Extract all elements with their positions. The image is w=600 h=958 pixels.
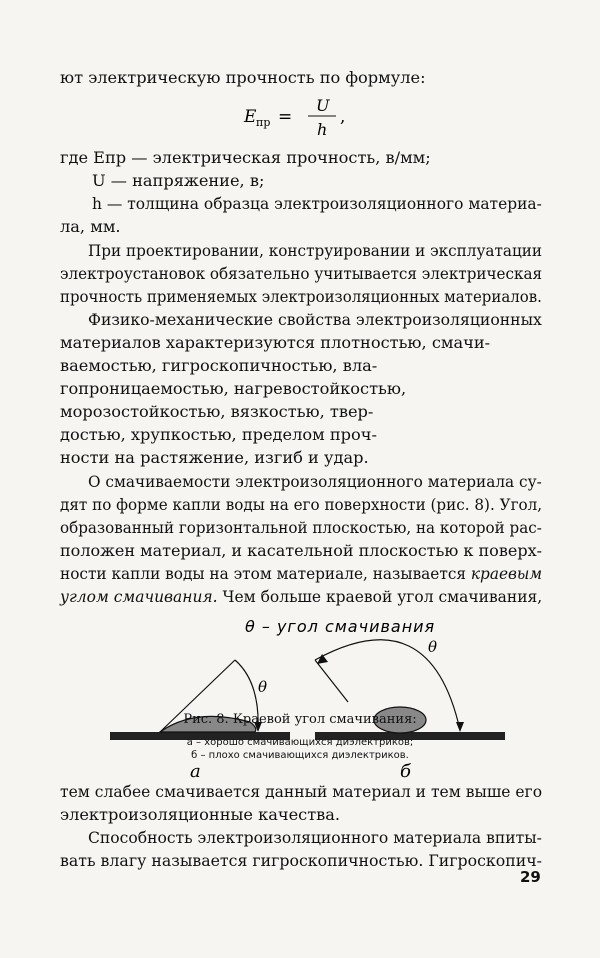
text-line: положен материал, и касательной плоскостью к поверх- [60, 541, 543, 560]
text-line: ла, мм. [60, 217, 121, 236]
caption-item-a: а – хорошо смачивающихся диэлектриков; [186, 737, 414, 748]
formula-lhs: E [244, 107, 257, 127]
text-line: ности на растяжение, изгиб и удар. [60, 448, 369, 467]
text-line: h — толщина образца электроизоляционного материа- [92, 194, 542, 213]
italic-term: краевым [470, 564, 543, 583]
text-line: ваемостью, гигроскопичностью, вла- [60, 356, 378, 375]
text-run: ности капли воды на этом материале, называется [60, 564, 467, 583]
label-a: а [190, 761, 201, 782]
formula-graphic [240, 92, 370, 142]
text-line: ют электрическую прочность по формуле: [60, 68, 426, 87]
text-line: О смачиваемости электроизоляционного материала су- [88, 472, 542, 491]
text-line: где Eпр — электрическая прочность, в/мм; [60, 148, 431, 167]
text-line: электроустановок обязательно учитывается электрическая [60, 264, 543, 283]
formula-numerator: U [316, 96, 330, 115]
text-line: гопроницаемостью, нагревостойкостью, [60, 379, 407, 398]
text-line: U — напряжение, в; [92, 171, 265, 190]
theta-label-b: θ [428, 638, 438, 656]
tangent-b [315, 660, 348, 702]
text-line: достью, хрупкостью, пределом проч- [60, 425, 377, 444]
figure-8 [100, 612, 540, 792]
text-line: Способность электроизоляционного материала впиты- [88, 828, 542, 847]
text-line: электроизоляционные качества. [60, 805, 341, 824]
text-line: дят по форме капли воды на его поверхности (рис. 8). Угол, [60, 495, 543, 514]
formula-tail: , [340, 107, 346, 127]
formula [240, 92, 370, 142]
text-run: Чем больше краевой угол смачивания, [222, 587, 543, 606]
text-line: вать влагу называется гигроскопичностью. Гигроскопич- [60, 851, 542, 870]
text-line: Физико-механические свойства электроизоляционных [88, 310, 542, 329]
text-line [60, 562, 543, 585]
page-number: 29 [520, 868, 541, 886]
text-line: прочность применяемых электроизоляционных материалов. [60, 287, 542, 306]
figure-caption: Рис. 8. Краевой угол смачивания: [183, 712, 417, 727]
theta-label-a: θ [258, 678, 268, 696]
text-line [60, 585, 543, 608]
formula-eq: = [278, 107, 293, 127]
italic-term: углом смачивания. [60, 587, 218, 606]
formula-lhs-sub: пр [256, 116, 271, 129]
handwritten-title: θ – угол смачивания [245, 617, 436, 636]
text-line: тем слабее смачивается данный материал и тем выше его [60, 782, 543, 801]
text-line: материалов характеризуются плотностью, смачи- [60, 333, 491, 352]
text-line: морозостойкостью, вязкостью, твер- [60, 402, 374, 421]
label-b: б [400, 761, 411, 782]
caption-item-b: б – плохо смачивающихся диэлектриков. [191, 750, 409, 761]
formula-denominator: h [317, 120, 328, 139]
arrow-b-start [317, 654, 328, 664]
text-line: При проектировании, конструировании и эксплуатации [88, 241, 543, 260]
text-line: образованный горизонтальной плоскостью, на которой рас- [60, 518, 542, 537]
